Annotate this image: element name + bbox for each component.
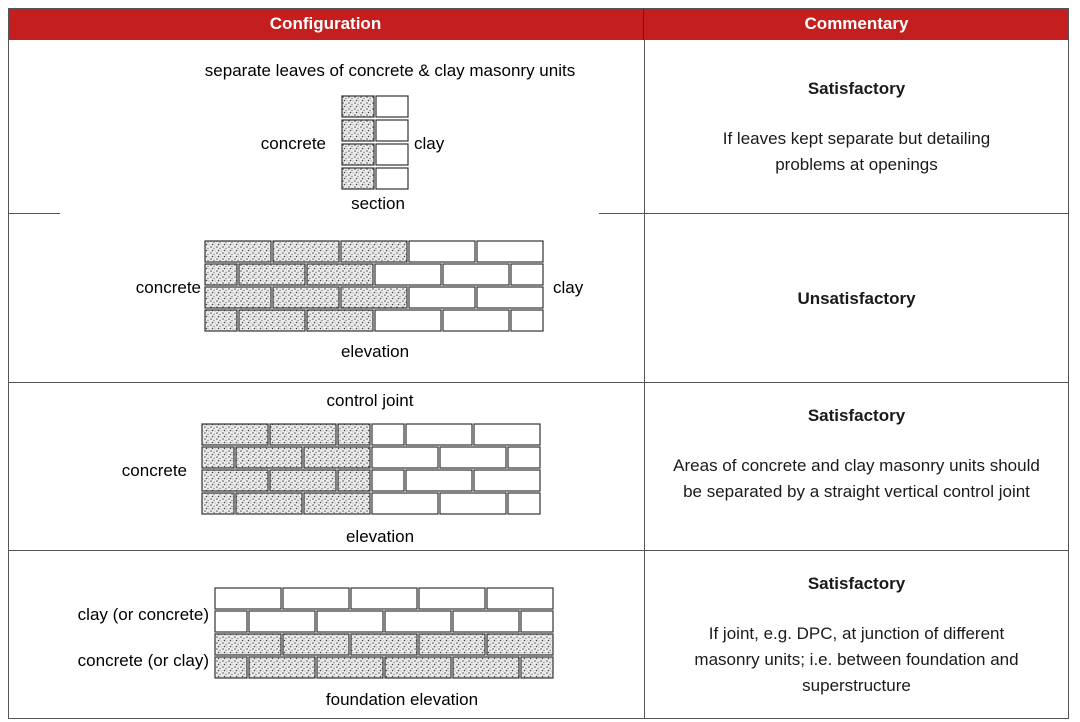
rating-text: Satisfactory: [807, 574, 906, 593]
concrete-unit: [307, 264, 373, 285]
rating-text: Satisfactory: [807, 406, 906, 425]
elevation-wall-interlocked: [205, 241, 543, 331]
elevation-wall-control-joint: [202, 424, 540, 514]
clay-unit: [372, 493, 438, 514]
clay-unit: [372, 447, 438, 468]
clay-unit: [440, 447, 506, 468]
row3-caption-bottom: elevation: [345, 527, 415, 546]
concrete-unit: [338, 424, 370, 445]
concrete-unit: [236, 447, 302, 468]
rating-text: Unsatisfactory: [797, 289, 916, 308]
clay-unit: [406, 470, 472, 491]
foundation-elevation-wall: [215, 588, 553, 678]
clay-unit: [215, 588, 281, 609]
clay-unit: [351, 588, 417, 609]
clay-unit: [477, 287, 543, 308]
clay-unit: [376, 144, 408, 165]
clay-unit: [443, 264, 509, 285]
clay-unit: [511, 264, 543, 285]
concrete-unit: [521, 657, 553, 678]
row1-caption-top: separate leaves of concrete & clay masonry units: [204, 61, 576, 80]
row4-label-upper: clay (or concrete): [77, 605, 209, 624]
clay-unit: [376, 96, 408, 117]
concrete-unit: [205, 287, 271, 308]
concrete-unit: [342, 96, 374, 117]
clay-unit: [419, 588, 485, 609]
clay-unit: [440, 493, 506, 514]
concrete-unit: [342, 168, 374, 189]
concrete-unit: [205, 241, 271, 262]
clay-unit: [317, 611, 383, 632]
concrete-unit: [338, 470, 370, 491]
clay-unit: [508, 447, 540, 468]
row2-caption-bottom: elevation: [340, 342, 410, 361]
clay-unit: [283, 588, 349, 609]
clay-unit: [375, 264, 441, 285]
concrete-unit: [205, 264, 237, 285]
clay-unit: [511, 310, 543, 331]
clay-unit: [376, 120, 408, 141]
concrete-unit: [239, 264, 305, 285]
row4-label-lower: concrete (or clay): [77, 651, 209, 670]
concrete-unit: [341, 241, 407, 262]
concrete-unit: [317, 657, 383, 678]
concrete-unit: [215, 634, 281, 655]
concrete-unit: [341, 287, 407, 308]
concrete-unit: [202, 424, 268, 445]
concrete-unit: [215, 657, 247, 678]
comment-text: If joint, e.g. DPC, at junction of different masonry units; i.e. between foundation and superstructure: [694, 624, 1019, 695]
concrete-unit: [236, 493, 302, 514]
clay-unit: [508, 493, 540, 514]
concrete-unit: [270, 424, 336, 445]
clay-unit: [409, 287, 475, 308]
clay-unit: [521, 611, 553, 632]
clay-unit: [375, 310, 441, 331]
concrete-unit: [202, 470, 268, 491]
clay-unit: [474, 424, 540, 445]
clay-unit: [376, 168, 408, 189]
concrete-unit: [419, 634, 485, 655]
concrete-unit: [304, 493, 370, 514]
concrete-unit: [283, 634, 349, 655]
concrete-unit: [385, 657, 451, 678]
concrete-unit: [249, 657, 315, 678]
row1-label-right: clay: [414, 134, 445, 153]
concrete-unit: [239, 310, 305, 331]
concrete-unit: [273, 287, 339, 308]
concrete-unit: [453, 657, 519, 678]
clay-unit: [249, 611, 315, 632]
clay-unit: [443, 310, 509, 331]
concrete-unit: [307, 310, 373, 331]
clay-unit: [385, 611, 451, 632]
row4-caption-bottom: foundation elevation: [325, 690, 479, 709]
concrete-unit: [205, 310, 237, 331]
clay-unit: [372, 470, 404, 491]
row3-caption-top: control joint: [326, 391, 414, 410]
section-drawing: [342, 96, 408, 189]
clay-unit: [487, 588, 553, 609]
comment-text: Areas of concrete and clay masonry units should be separated by a straight vertical control joint: [673, 456, 1040, 501]
clay-unit: [372, 424, 404, 445]
concrete-unit: [351, 634, 417, 655]
clay-unit: [477, 241, 543, 262]
header-commentary: Commentary: [644, 8, 1069, 40]
row2-label-right: clay: [553, 278, 584, 297]
clay-unit: [406, 424, 472, 445]
row1-label-left: concrete: [260, 134, 326, 153]
concrete-unit: [270, 470, 336, 491]
row3-label-left: concrete: [121, 461, 187, 480]
concrete-unit: [304, 447, 370, 468]
concrete-unit: [202, 493, 234, 514]
comment-text: If leaves kept separate but detailing problems at openings: [722, 129, 991, 174]
clay-unit: [409, 241, 475, 262]
header-configuration: Configuration: [8, 8, 644, 40]
rating-text: Satisfactory: [807, 79, 906, 98]
row1-caption-bottom: section: [351, 194, 405, 213]
clay-unit: [474, 470, 540, 491]
clay-unit: [215, 611, 247, 632]
row2-label-left: concrete: [135, 278, 201, 297]
concrete-unit: [273, 241, 339, 262]
concrete-unit: [342, 144, 374, 165]
concrete-unit: [202, 447, 234, 468]
clay-unit: [453, 611, 519, 632]
concrete-unit: [342, 120, 374, 141]
concrete-unit: [487, 634, 553, 655]
